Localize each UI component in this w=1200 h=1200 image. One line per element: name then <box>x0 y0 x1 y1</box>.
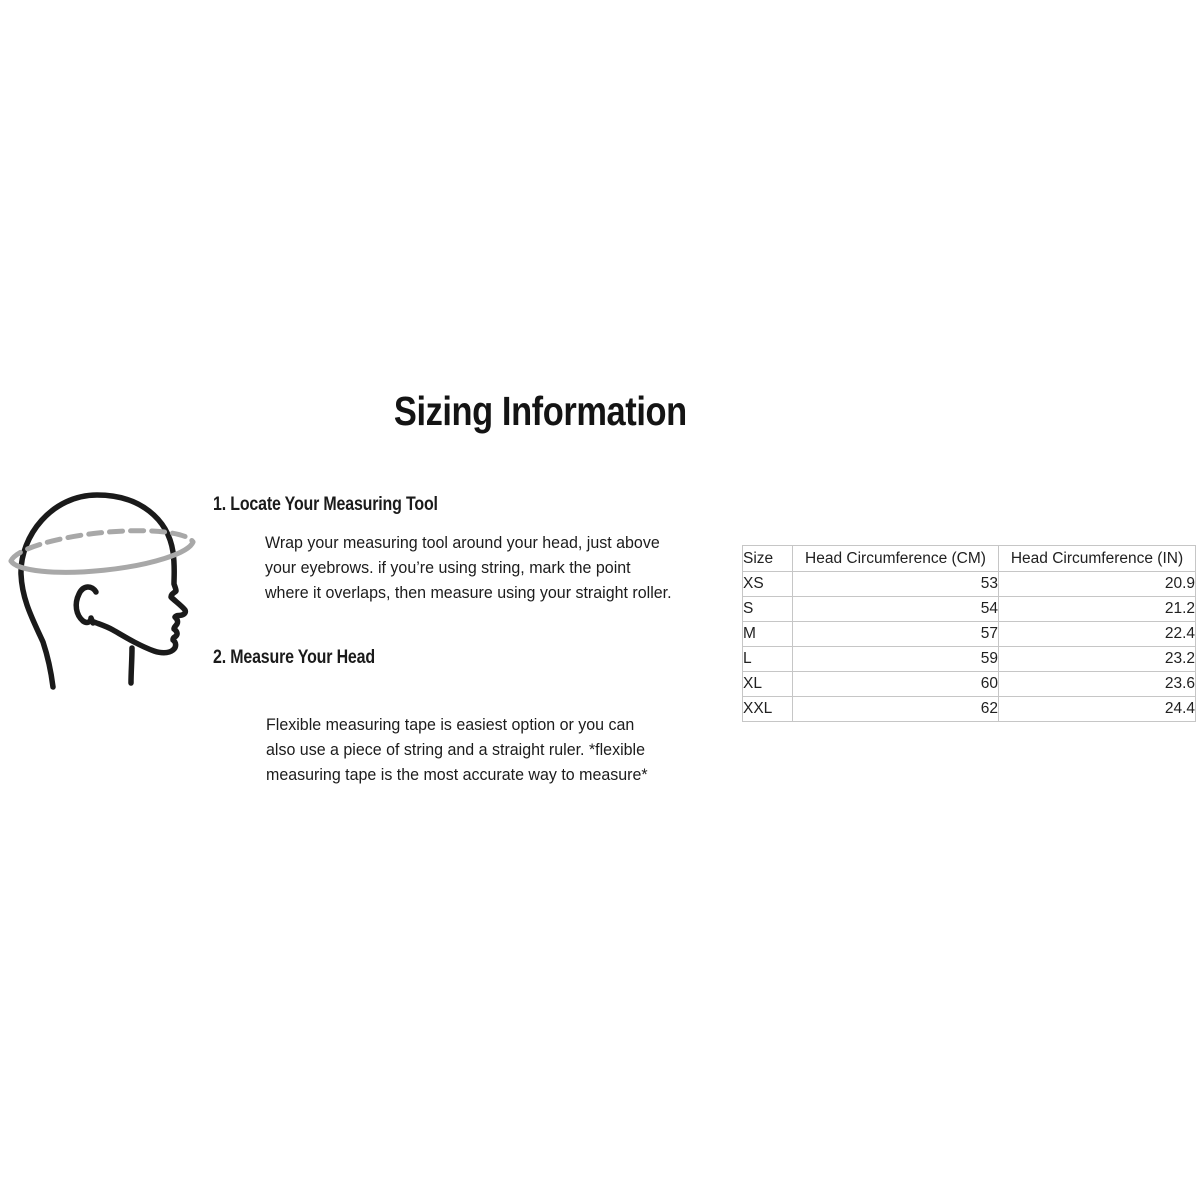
cm-cell: 54 <box>793 597 999 622</box>
head-measuring-illustration <box>0 480 212 698</box>
in-cell: 24.4 <box>999 697 1196 722</box>
page-title-text: Sizing Information <box>393 388 687 434</box>
cm-cell: 57 <box>793 622 999 647</box>
neck-front-line <box>131 648 132 683</box>
paragraph-line: Wrap your measuring tool around your head, just above <box>265 534 660 552</box>
page-title <box>0 388 1080 435</box>
in-cell: 23.2 <box>999 647 1196 672</box>
step-1-paragraph <box>265 531 672 606</box>
size-cell: M <box>743 622 793 647</box>
size-cell: XS <box>743 572 793 597</box>
ear-outline <box>76 587 96 623</box>
cm-cell: 53 <box>793 572 999 597</box>
in-cell: 20.9 <box>999 572 1196 597</box>
header-size: Size <box>743 546 793 572</box>
size-table-header-row <box>743 546 1196 572</box>
head-outline <box>21 495 185 687</box>
in-cell: 22.4 <box>999 622 1196 647</box>
paragraph-line: Flexible measuring tape is easiest option or you can <box>266 716 635 734</box>
size-table-body <box>743 572 1196 722</box>
table-row <box>743 622 1196 647</box>
cm-cell: 60 <box>793 672 999 697</box>
paragraph-line: measuring tape is the most accurate way to measure* <box>266 766 648 784</box>
table-row <box>743 647 1196 672</box>
size-cell: L <box>743 647 793 672</box>
step-2-heading: 2. Measure Your Head <box>213 647 375 668</box>
header-head-circumference-cm: Head Circumference (CM) <box>793 546 999 572</box>
in-cell: 21.2 <box>999 597 1196 622</box>
header-head-circumference-in: Head Circumference (IN) <box>999 546 1196 572</box>
step-2-paragraph <box>266 713 648 788</box>
table-row <box>743 672 1196 697</box>
paragraph-line: also use a piece of string and a straight ruler. *flexible <box>266 741 646 759</box>
size-cell: S <box>743 597 793 622</box>
cm-cell: 59 <box>793 647 999 672</box>
paragraph-line: where it overlaps, then measure using your straight roller. <box>265 584 672 602</box>
table-row <box>743 597 1196 622</box>
step-1-heading: 1. Locate Your Measuring Tool <box>213 494 438 515</box>
cm-cell: 62 <box>793 697 999 722</box>
paragraph-line: your eyebrows. if you’re using string, mark the point <box>265 559 631 577</box>
table-row <box>743 697 1196 722</box>
table-row <box>743 572 1196 597</box>
size-cell: XL <box>743 672 793 697</box>
in-cell: 23.6 <box>999 672 1196 697</box>
size-chart-table <box>742 545 1196 722</box>
size-cell: XXL <box>743 697 793 722</box>
